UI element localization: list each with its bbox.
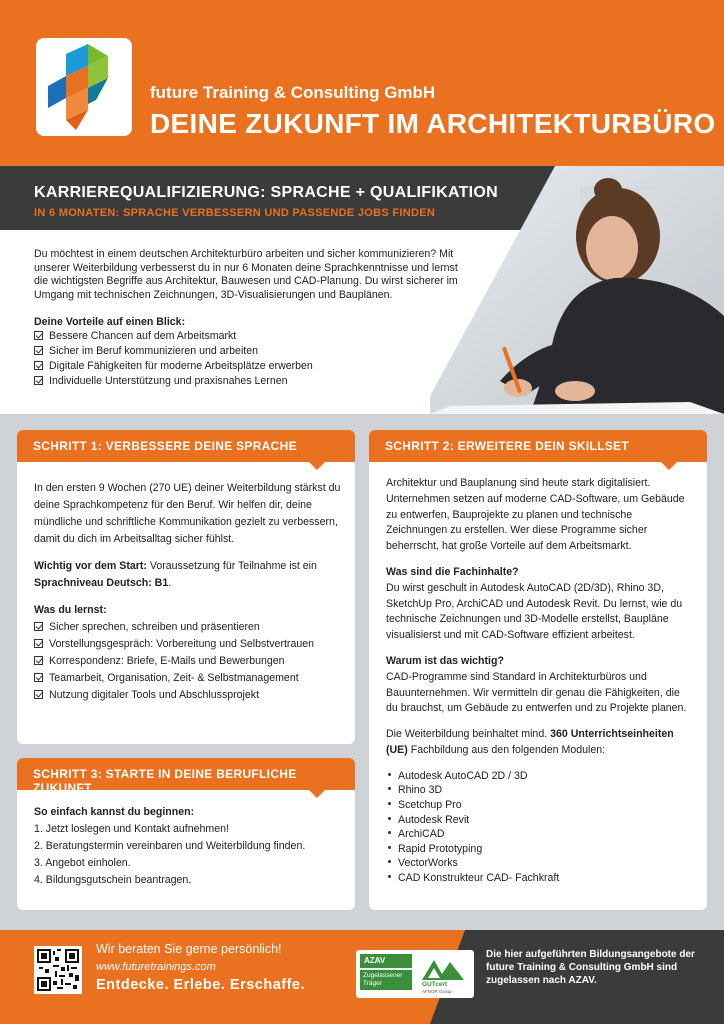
qr-code-icon[interactable] [34, 946, 82, 994]
list-item: Teamarbeit, Organisation, Zeit- & Selbstmanagement [34, 670, 346, 687]
list-item: Individuelle Unterstützung und praxisnahes Lernen [34, 374, 313, 389]
step2-heading: SCHRITT 2: ERWEITERE DEIN SKILLSET [369, 430, 707, 462]
list-item: Rapid Prototyping [386, 842, 694, 857]
list-item: 1. Jetzt loslegen und Kontakt aufnehmen! [34, 823, 229, 835]
bullet-icon [388, 787, 391, 790]
footer-slogan: Entdecke. Erlebe. Erschaffe. [96, 977, 306, 993]
checkbox-icon [34, 361, 43, 370]
step1-requirement: Wichtig vor dem Start: Voraussetzung für Teilnahme ist ein Sprachniveau Deutsch: B1. [34, 560, 317, 589]
step1-heading: SCHRITT 1: VERBESSERE DEINE SPRACHE [17, 430, 355, 462]
list-item: Nutzung digitaler Tools und Abschlussprojekt [34, 687, 346, 704]
band-subtitle: IN 6 MONATEN: SPRACHE VERBESSERN UND PASSENDE JOBS FINDEN [34, 207, 436, 219]
step3-heading: SCHRITT 3: STARTE IN DEINE BERUFLICHE ZUKUNFT [17, 758, 355, 790]
start-steps-list [34, 821, 346, 889]
checkbox-icon [34, 639, 43, 648]
modules-intro: Die Weiterbildung beinhaltet mind. 360 Unterrichtseinheiten (UE) Fachbildung aus den folgenden Modulen: [386, 728, 674, 756]
list-item: 2. Beratungstermin vereinbaren und Weiterbildung finden. [34, 840, 306, 852]
question-heading: Warum ist das wichtig? [386, 654, 504, 667]
learn-heading: Was du lernst: [34, 604, 107, 616]
gutcert-label: GUTcert [422, 981, 448, 988]
learn-list [34, 619, 346, 704]
checkbox-icon [34, 376, 43, 385]
list-item: Autodesk Revit [386, 813, 694, 828]
checkbox-icon [34, 690, 43, 699]
list-item: CAD Konstrukteur CAD- Fachkraft [386, 871, 694, 886]
band-title: KARRIEREQUALIFIZIERUNG: SPRACHE + QUALIFIKATION [34, 184, 499, 201]
step1-card [17, 430, 355, 744]
bullet-icon [388, 773, 391, 776]
benefits-list [34, 329, 313, 389]
list-item: Sicher sprechen, schreiben und präsentieren [34, 619, 346, 636]
list-item: ArchiCAD [386, 827, 694, 842]
student-photo [430, 166, 724, 414]
company-name: future Training & Consulting GmbH [150, 83, 436, 102]
bullet-icon [388, 831, 391, 834]
footer-contact-text: Wir beraten Sie gerne persönlich! [96, 942, 282, 956]
website-link[interactable]: www.futuretrainings.com [96, 961, 216, 973]
azav-certification-badge [356, 950, 474, 998]
checkbox-icon [34, 622, 43, 631]
step2-card [369, 430, 707, 910]
page-title: DEINE ZUKUNFT IM ARCHITEKTURBÜRO [150, 108, 716, 139]
checkbox-icon [34, 331, 43, 340]
azav-approval-note: Die hier aufgeführten Bildungsangebote der future Training & Consulting GmbH sind zugelassen nach AZAV. [486, 949, 695, 986]
checkbox-icon [34, 673, 43, 682]
azav-approved-text: Zugelassener Träger [360, 970, 412, 990]
answer-text: CAD-Programme sind Standard in Architekturbüros und Bauunternehmen. Wir vermitteln dir genau die Fähigkeiten, die du brauchst, um Gebäude zu entwerfen und zu Projekte planen. [386, 670, 687, 715]
bullet-icon [388, 802, 391, 805]
list-item: 4. Bildungsgutschein beantragen. [34, 874, 192, 886]
list-item: Autodesk AutoCAD 2D / 3D [386, 769, 694, 784]
step3-subheading: So einfach kannst du beginnen: [34, 806, 195, 818]
gutcert-logo-icon [418, 954, 468, 994]
list-item: Sicher im Beruf kommunizieren und arbeiten [34, 344, 313, 359]
checkbox-icon [34, 656, 43, 665]
checkbox-icon [34, 346, 43, 355]
list-item: Vorstellungsgespräch: Vorbereitung und Selbstvertrauen [34, 636, 346, 653]
bullet-icon [388, 875, 391, 878]
step1-paragraph: In den ersten 9 Wochen (270 UE) deiner Weiterbildung stärkst du deine Sprachkompetenz für den Beruf. Wir helfen dir, deine mündliche und schriftliche Kommunikation gezielt zu verbessern, damit du dich im Arbeitsalltag sicher fühlst. [34, 482, 341, 545]
list-item: Digitale Fähigkeiten für moderne Arbeitsplätze erwerben [34, 359, 313, 374]
list-item: 3. Angebot einholen. [34, 857, 131, 869]
bullet-icon [388, 860, 391, 863]
list-item: Bessere Chancen auf dem Arbeitsmarkt [34, 329, 313, 344]
bullet-icon [388, 817, 391, 820]
gutcert-sublabel: AFNOR Group [422, 989, 452, 994]
modules-list [386, 769, 694, 886]
list-item: Rhino 3D [386, 783, 694, 798]
list-item: Korrespondenz: Briefe, E-Mails und Bewerbungen [34, 653, 346, 670]
list-item: Scetchup Pro [386, 798, 694, 813]
intro-text: Du möchtest in einem deutschen Architekturbüro arbeiten und sicher kommunizieren? Mit unserer Weiterbildung verbesserst du in nur 6 Monaten deine Sprachkenntnisse und lernst die wichtigsten Begriffe aus Architektur, Bauwesen und CAD-Planung. Du wirst sicherer im Umgang mit technischen Zeichnungen, 3D-Visualisierungen und Bauplänen. [34, 248, 458, 301]
bullet-icon [388, 846, 391, 849]
answer-text: Du wirst geschult in Autodesk AutoCAD (2D/3D), Rhino 3D, SketchUp Pro, ArchiCAD und Autodesk Revit. Du lernst, wie du technische Zeichnungen und 3D-Modelle erstellst, Baupläne visualisierst und mit CAD-Software effizient arbeitest. [386, 581, 683, 642]
azav-label: AZAV [360, 954, 412, 968]
company-logo [36, 38, 132, 136]
question-heading: Was sind die Fachinhalte? [386, 565, 519, 578]
step3-card [17, 758, 355, 910]
benefits-heading: Deine Vorteile auf einen Blick: [34, 316, 186, 328]
list-item: VectorWorks [386, 856, 694, 871]
step2-paragraph: Architektur und Bauplanung sind heute stark digitalisiert. Unternehmen setzen auf moderne CAD-Software, um Gebäude zu entwerfen, Bauprojekte zu planen und technische Zeichnungen zu erstellen. Wer diese Programme sicher beherrscht, hat große Vorteile auf dem Arbeitsmarkt. [386, 477, 685, 553]
